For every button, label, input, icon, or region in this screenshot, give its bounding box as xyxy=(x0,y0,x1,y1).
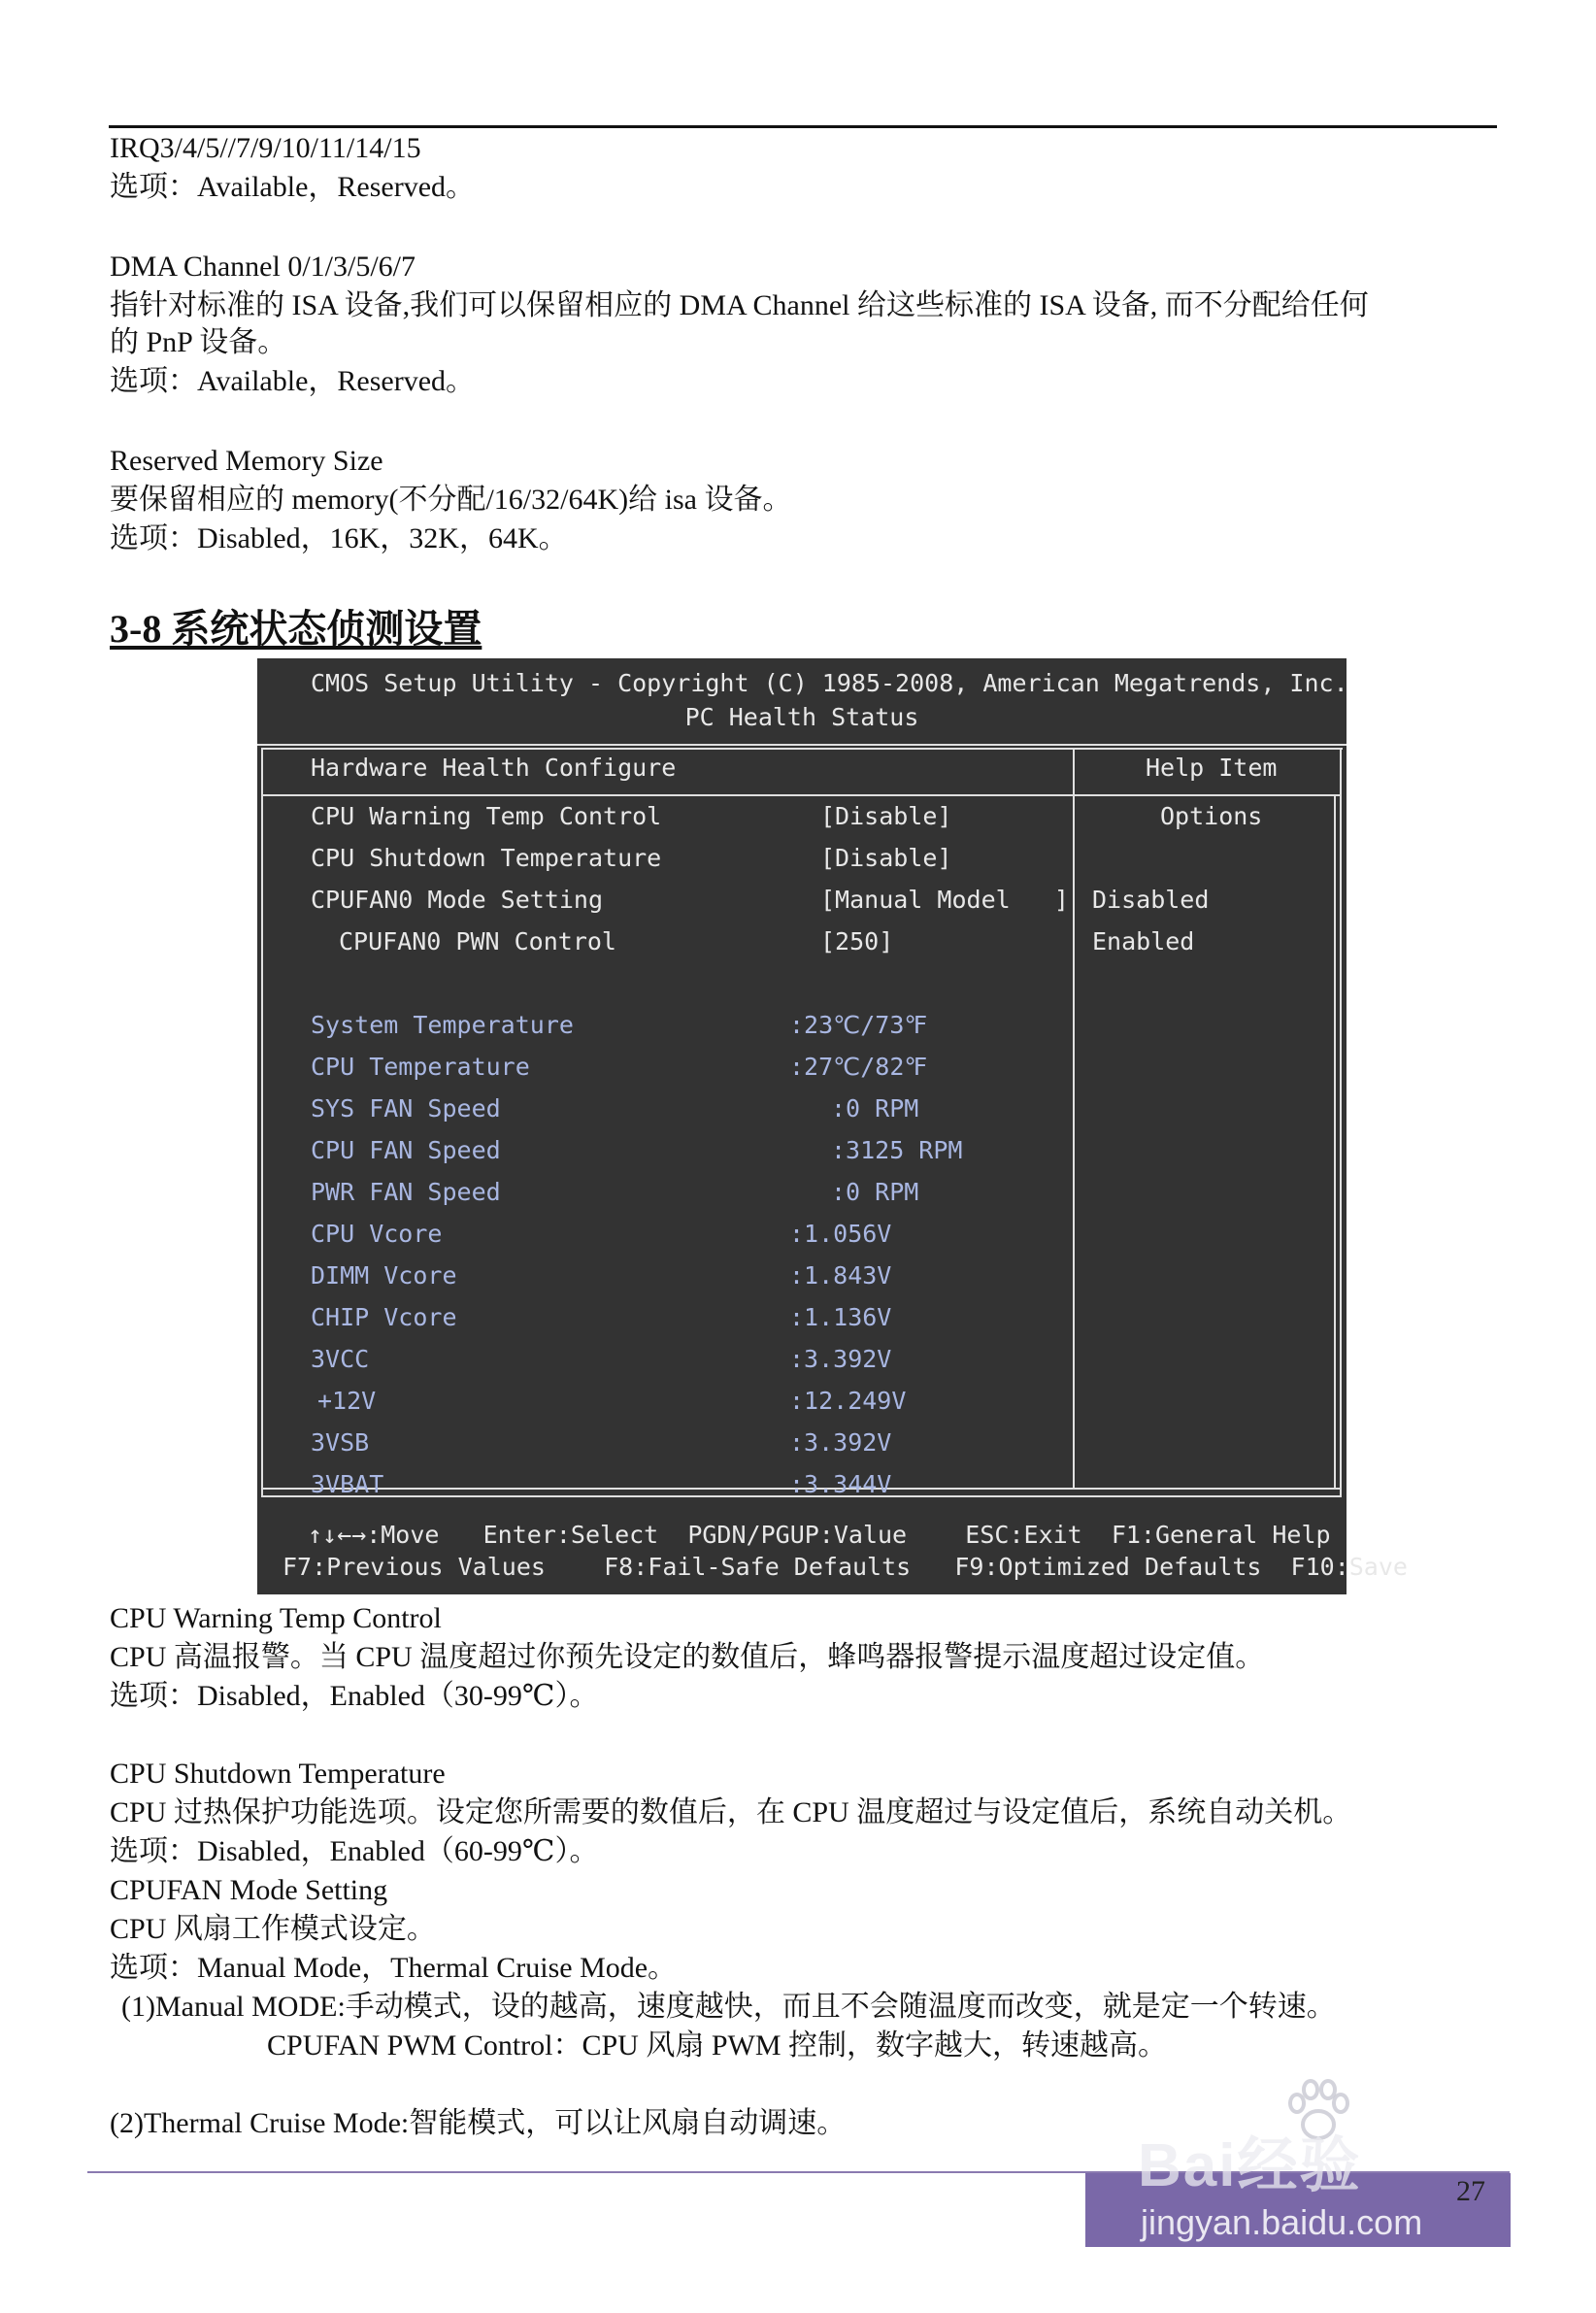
bios-panel-title: Hardware Health Configure xyxy=(311,754,677,782)
bios-key-hints-line2: F7:Previous Values F8:Fail-Safe Defaults F9:Optimized Defaults F10:Save xyxy=(283,1553,1408,1581)
bios-help-option: Enabled xyxy=(1092,927,1195,955)
reserved-memory-title: Reserved Memory Size xyxy=(110,445,383,477)
bios-frame-left xyxy=(261,748,263,1495)
bios-monitor-value: :23℃/73℉ xyxy=(789,1011,928,1039)
bios-divider xyxy=(261,748,1343,750)
bios-panel-separator xyxy=(1073,748,1075,1488)
bios-monitor-label: 3VBAT xyxy=(311,1470,384,1498)
bios-help-options: Options xyxy=(1160,802,1263,830)
cpu-warning-desc: CPU 高温报警。当 CPU 温度超过你预先设定的数值后，蜂鸣器报警提示温度超过设定值。 xyxy=(110,1641,1265,1673)
reserved-memory-options: 选项：Disabled，16K，32K，64K。 xyxy=(110,522,568,554)
cpu-shutdown-desc: CPU 过热保护功能选项。设定您所需要的数值后，在 CPU 温度超过与设定值后，系统自动关机。 xyxy=(110,1796,1352,1828)
bios-monitor-value: :3.344V xyxy=(789,1470,892,1498)
dma-desc-line2: 的 PnP 设备。 xyxy=(110,326,287,358)
bios-monitor-value: :3.392V xyxy=(789,1428,892,1457)
bios-monitor-label: +12V xyxy=(317,1387,377,1415)
bios-monitor-value: :1.056V xyxy=(789,1220,892,1248)
watermark-url: jingyan.baidu.com xyxy=(1141,2202,1423,2242)
bios-setting-value[interactable]: [Disable] xyxy=(820,844,952,872)
bios-monitor-label: 3VSB xyxy=(311,1428,370,1457)
bios-monitor-label: PWR FAN Speed xyxy=(311,1178,501,1206)
bios-monitor-label: SYS FAN Speed xyxy=(311,1094,501,1123)
bios-setting-label[interactable]: CPUFAN0 PWN Control xyxy=(339,927,616,955)
cpufan-mode-options: 选项：Manual Mode，Thermal Cruise Mode。 xyxy=(110,1952,678,1984)
header-rule xyxy=(109,125,1497,128)
bios-frame-right-inner xyxy=(1334,794,1336,1488)
watermark-logo: Bai经验 xyxy=(1138,2132,1362,2199)
dma-desc-line1: 指针对标准的 ISA 设备,我们可以保留相应的 DMA Channel 给这些标准的 ISA 设备, 而不分配给任何 xyxy=(110,289,1369,321)
cpu-warning-title: CPU Warning Temp Control xyxy=(110,1602,442,1634)
cpufan-mode-desc: CPU 风扇工作模式设定。 xyxy=(110,1913,436,1945)
bios-setting-value[interactable]: [Manual Model ] xyxy=(820,886,1069,914)
cpufan-mode-title: CPUFAN Mode Setting xyxy=(110,1874,388,1906)
bios-monitor-label: CPU Temperature xyxy=(311,1053,530,1081)
bios-setting-label[interactable]: CPU Warning Temp Control xyxy=(311,802,662,830)
bios-monitor-value: :0 RPM xyxy=(831,1094,919,1123)
section-heading: 3-8 系统状态侦测设置 xyxy=(110,607,482,651)
cpufan-pwm-control: CPUFAN PWM Control：CPU 风扇 PWM 控制，数字越大，转速越高。 xyxy=(267,2029,1168,2062)
bios-setting-label[interactable]: CPU Shutdown Temperature xyxy=(311,844,662,872)
cpufan-manual-mode: (1)Manual MODE:手动模式，设的越高，速度越快，而且不会随温度而改变，就是定一个转速。 xyxy=(121,1991,1336,2023)
cpu-warning-options: 选项：Disabled，Enabled（30-99℃）。 xyxy=(110,1680,599,1712)
dma-title: DMA Channel 0/1/3/5/6/7 xyxy=(110,251,416,283)
bios-frame-right xyxy=(1340,748,1342,1495)
cpu-shutdown-title: CPU Shutdown Temperature xyxy=(110,1758,446,1790)
bios-monitor-label: System Temperature xyxy=(311,1011,574,1039)
bios-monitor-value: :0 RPM xyxy=(831,1178,919,1206)
cpu-shutdown-options: 选项：Disabled，Enabled（60-99℃）。 xyxy=(110,1835,599,1867)
page-number: 27 xyxy=(1456,2175,1485,2207)
bios-divider xyxy=(257,744,1347,746)
bios-setting-label[interactable]: CPUFAN0 Mode Setting xyxy=(311,886,604,914)
bios-key-hints-line1: ↑↓←→:Move Enter:Select PGDN/PGUP:Value ESC:Exit F1:General Help xyxy=(308,1521,1331,1549)
bios-monitor-label: 3VCC xyxy=(311,1345,370,1373)
bios-monitor-label: CPU FAN Speed xyxy=(311,1136,501,1164)
bios-monitor-label: CHIP Vcore xyxy=(311,1303,457,1331)
bios-help-title: Help Item xyxy=(1146,754,1278,782)
bios-monitor-value: :1.843V xyxy=(789,1261,892,1290)
bios-header-title: PC Health Status xyxy=(684,703,919,731)
bios-monitor-value: :3.392V xyxy=(789,1345,892,1373)
bios-help-option: Disabled xyxy=(1092,886,1210,914)
bios-monitor-label: CPU Vcore xyxy=(311,1220,443,1248)
bios-monitor-value: :27℃/82℉ xyxy=(789,1053,928,1081)
dma-options: 选项：Available，Reserved。 xyxy=(110,365,476,397)
reserved-memory-desc: 要保留相应的 memory(不分配/16/32/64K)给 isa 设备。 xyxy=(110,484,792,516)
bios-monitor-value: :1.136V xyxy=(789,1303,892,1331)
bios-monitor-value: :12.249V xyxy=(789,1387,907,1415)
bios-screen xyxy=(257,658,1408,1594)
cpufan-thermal-mode: (2)Thermal Cruise Mode:智能模式，可以让风扇自动调速。 xyxy=(110,2107,847,2139)
bios-monitor-value: :3125 RPM xyxy=(831,1136,963,1164)
bios-monitor-label: DIMM Vcore xyxy=(311,1261,457,1290)
irq-title: IRQ3/4/5//7/9/10/11/14/15 xyxy=(110,132,421,164)
bios-title-underline xyxy=(261,794,1342,796)
bios-header-copyright: CMOS Setup Utility - Copyright (C) 1985-2008, American Megatrends, Inc. xyxy=(311,669,1348,697)
irq-options: 选项：Available，Reserved。 xyxy=(110,171,476,203)
bios-setting-value[interactable]: [Disable] xyxy=(820,802,952,830)
bios-setting-value[interactable]: [250] xyxy=(820,927,894,955)
